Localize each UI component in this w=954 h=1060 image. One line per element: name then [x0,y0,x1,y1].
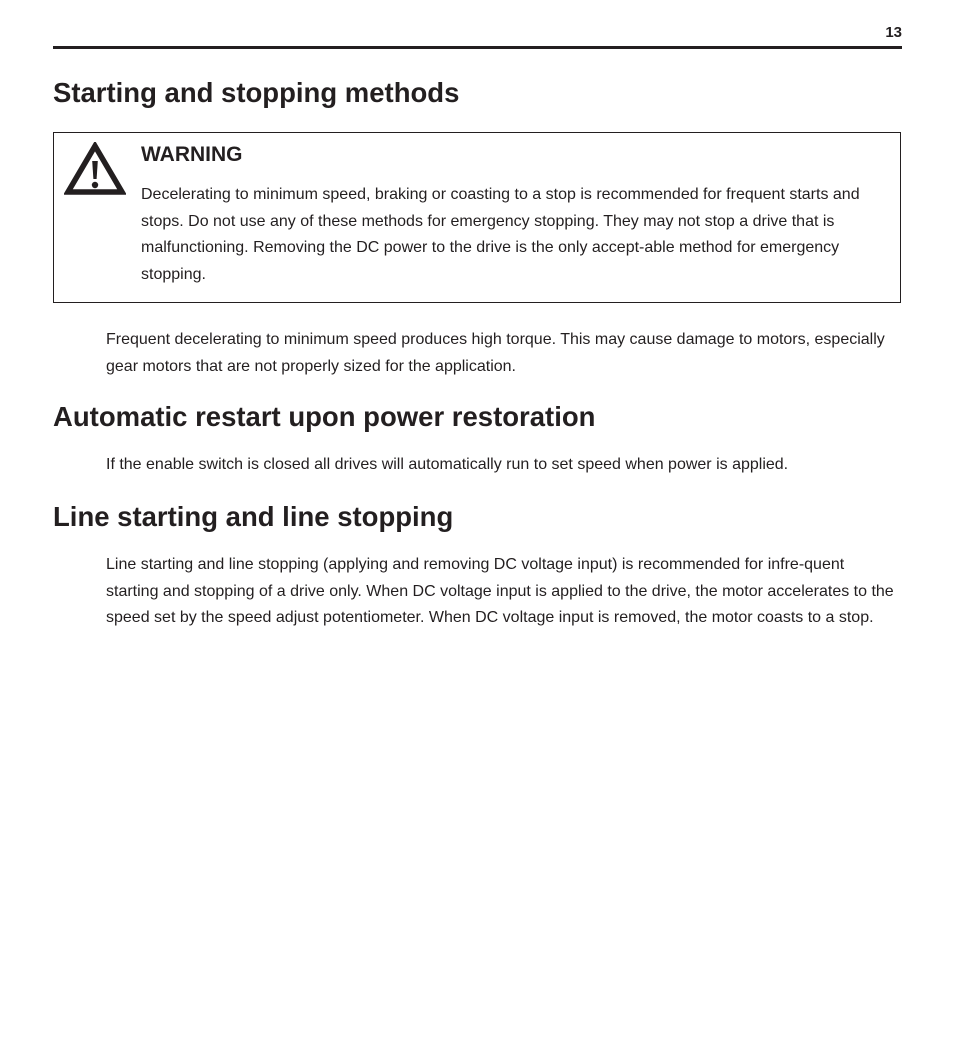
page-number: 13 [885,24,902,41]
warning-text: Decelerating to minimum speed, braking or coasting to a stop is recommended for frequent starts and stops. Do not use any of these methods for emergency stopping. They may not stop a drive that is malfunctioning. Removing the DC power to the drive is the only accept-able method for emergency stopping. [141,186,860,283]
section-heading-line-starting: Line starting and line stopping [53,501,454,532]
torque-paragraph: Frequent decelerating to minimum speed produces high torque. This may cause damage to motors, especially gear motors that are not properly sized for the application. [106,331,885,375]
section-heading-automatic-restart: Automatic restart upon power restoration [53,401,596,432]
section-heading-starting-stopping: Starting and stopping methods [53,77,460,108]
line-starting-paragraph: Line starting and line stopping (applying and removing DC voltage input) is recommended for infre-quent starting and stopping of a drive only. When DC voltage input is applied to the drive, the motor accelerates to the speed set by the speed adjust potentiometer. When DC voltage input is removed, the motor coasts to a stop. [106,556,894,626]
header-rule [53,46,902,49]
warning-triangle-icon [64,142,126,196]
warning-title: WARNING [141,143,243,166]
automatic-restart-paragraph: If the enable switch is closed all drives will automatically run to set speed when power is applied. [106,456,789,473]
warning-box [53,132,901,303]
